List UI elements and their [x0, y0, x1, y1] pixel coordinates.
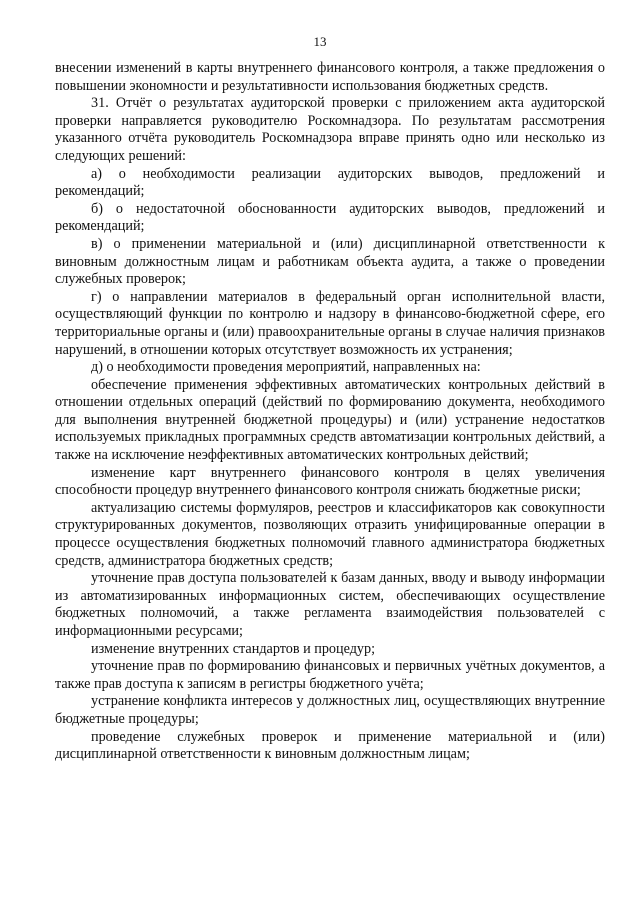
paragraph-3: б) о недостаточной обоснованности аудиторских выводов, предложений и рекомендаций; [55, 200, 605, 235]
paragraph-8: изменение карт внутреннего финансового контроля в целях увеличения способности процедур внутреннего финансового контроля снижать бюджетные риски; [55, 464, 605, 499]
document-body [55, 60, 605, 764]
paragraph-11: изменение внутренних стандартов и процедур; [91, 640, 376, 657]
paragraph-14: проведение служебных проверок и применение материальной и (или) дисциплинарной ответственности к виновным должностным лицам; [55, 728, 605, 763]
paragraph-13: устранение конфликта интересов у должностных лиц, осуществляющих внутренние бюджетные процедуры; [55, 693, 605, 727]
paragraph-5: г) о направлении материалов в федеральный орган исполнительной власти, осуществляющий функции по контролю и надзору в финансово-бюджетной сфере, его территориальные органы и (или) правоохранительные органы в случае наличия признаков нарушений, в отношении которых отсутствует возможность их устранения; [55, 288, 605, 358]
page-number: 13 [313, 34, 327, 49]
paragraph-12: уточнение прав по формированию финансовых и первичных учётных документов, а также прав доступа к записям в регистры бюджетного учёта; [55, 658, 605, 692]
paragraph-7: обеспечение применения эффективных автоматических контрольных действий в отношении отдельных операций (действий по формированию документа, необходимого для выполнения внутренней бюджетной процедуры) и (или) устранение недостатков используемых прикладных программных средств автоматизации контрольных действий, а также на исключение неэффективных автоматических контрольных действий; [55, 376, 605, 464]
paragraph-4: в) о применении материальной и (или) дисциплинарной ответственности к виновным должностным лицам и работникам объекта аудита, а также о проведении служебных проверок; [55, 235, 605, 288]
paragraph-1: 31. Отчёт о результатах аудиторской проверки с приложением акта аудиторской проверки направляется руководителю Роскомнадзора. По результатам рассмотрения указанного отчёта руководитель Роскомнадзора вправе принять одно или несколько из следующих решений: [55, 95, 605, 164]
paragraph-6: д) о необходимости проведения мероприятий, направленных на: [91, 359, 481, 376]
paragraph-0: внесении изменений в карты внутреннего финансового контроля, а также предложения о повышении экономности и результативности использования бюджетных средств. [55, 60, 605, 94]
paragraph-10: уточнение прав доступа пользователей к базам данных, вводу и выводу информации из автоматизированных информационных систем, обеспечивающих осуществление бюджетных полномочий, а также регламента взаимодействия пользователей с информационными ресурсами; [55, 570, 605, 639]
paragraph-9: актуализацию системы формуляров, реестров и классификаторов как совокупности структурированных документов, позволяющих отразить унифицированные операции в процессе осуществления бюджетных полномочий главного администратора бюджетных средств, администратора бюджетных средств; [55, 499, 605, 569]
paragraph-2: а) о необходимости реализации аудиторских выводов, предложений и рекомендаций; [55, 165, 605, 200]
